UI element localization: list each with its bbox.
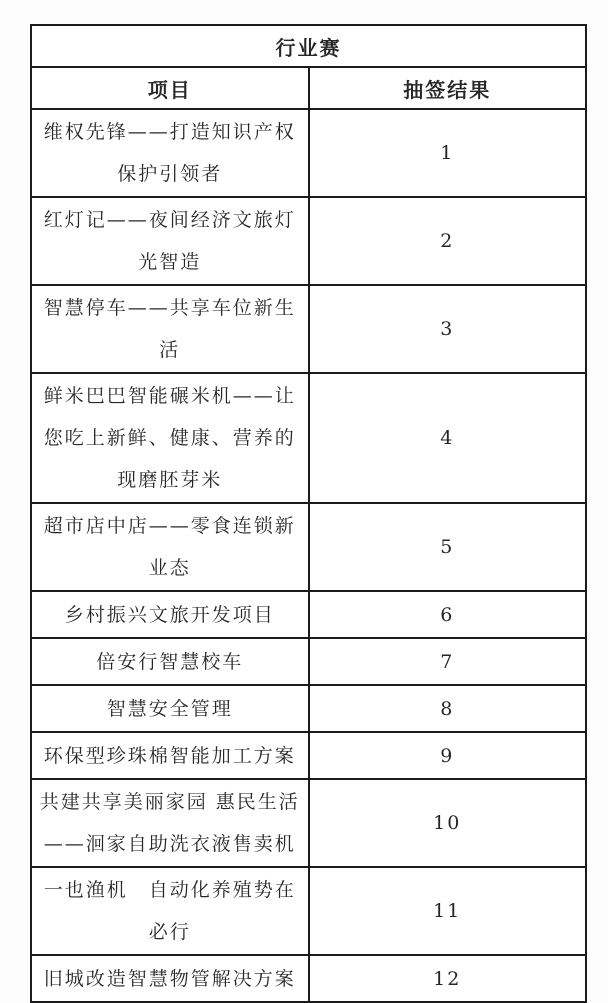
draw-result-number: 5 (309, 503, 587, 591)
project-name: 超市店中店——零食连锁新业态 (31, 503, 309, 591)
column-header-draw-result: 抽签结果 (309, 67, 587, 109)
table-title: 行业赛 (31, 25, 586, 67)
table-header (31, 25, 586, 109)
table-row (31, 373, 586, 503)
table-row (31, 109, 586, 197)
table-body (31, 109, 586, 1002)
project-name: 旧城改造智慧物管解决方案 (31, 955, 309, 1002)
draw-result-number: 3 (309, 285, 587, 373)
project-name: 鲜米巴巴智能碾米机——让您吃上新鲜、健康、营养的现磨胚芽米 (31, 373, 309, 503)
project-name: 乡村振兴文旅开发项目 (31, 591, 309, 638)
table-title-row (31, 25, 586, 67)
draw-result-number: 12 (309, 955, 587, 1002)
industry-competition-table (30, 24, 587, 1003)
project-name: 维权先锋——打造知识产权保护引领者 (31, 109, 309, 197)
project-name: 环保型珍珠棉智能加工方案 (31, 732, 309, 779)
column-header-project: 项目 (31, 67, 309, 109)
table-row (31, 732, 586, 779)
table-row (31, 955, 586, 1002)
table-row (31, 779, 586, 867)
project-name: 红灯记——夜间经济文旅灯光智造 (31, 197, 309, 285)
draw-result-number: 6 (309, 591, 587, 638)
table-row (31, 867, 586, 955)
project-name: 智慧停车——共享车位新生活 (31, 285, 309, 373)
table-row (31, 685, 586, 732)
draw-result-number: 10 (309, 779, 587, 867)
draw-result-number: 4 (309, 373, 587, 503)
draw-result-number: 7 (309, 638, 587, 685)
draw-result-number: 2 (309, 197, 587, 285)
project-name: 一也渔机 自动化养殖势在必行 (31, 867, 309, 955)
table-row (31, 503, 586, 591)
table-row (31, 197, 586, 285)
draw-result-number: 11 (309, 867, 587, 955)
draw-result-number: 9 (309, 732, 587, 779)
draw-result-number: 1 (309, 109, 587, 197)
column-header-row (31, 67, 586, 109)
project-name: 倍安行智慧校车 (31, 638, 309, 685)
table-row (31, 591, 586, 638)
project-name: 共建共享美丽家园 惠民生活——洄家自助洗衣液售卖机 (31, 779, 309, 867)
table-row (31, 638, 586, 685)
table-row (31, 285, 586, 373)
draw-result-number: 8 (309, 685, 587, 732)
project-name: 智慧安全管理 (31, 685, 309, 732)
